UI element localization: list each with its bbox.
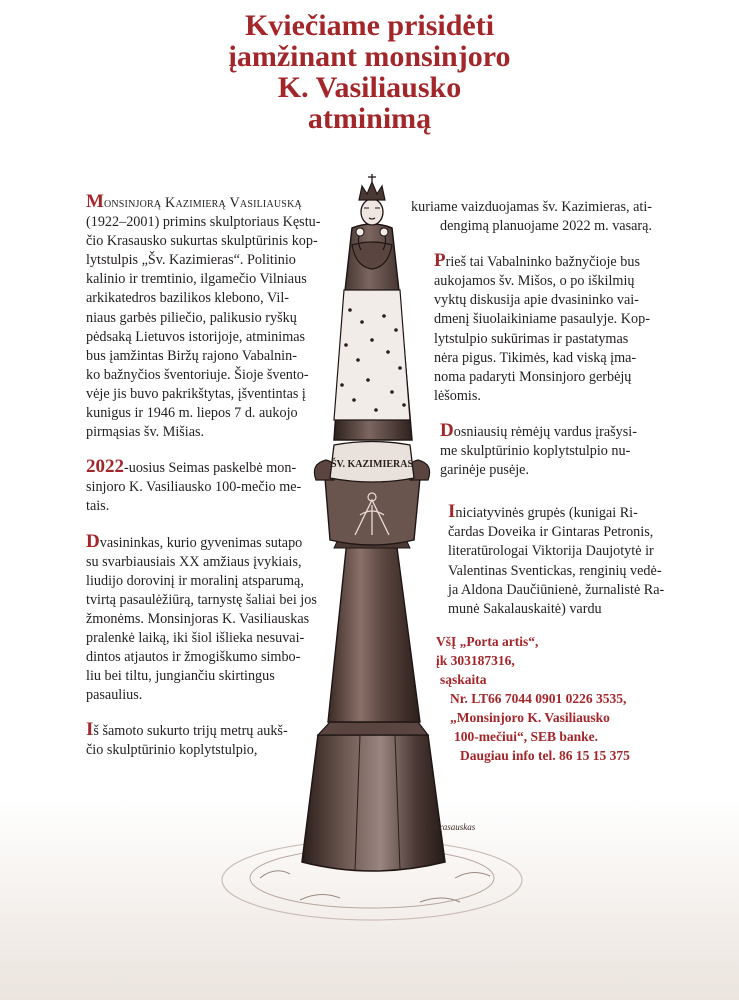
- p1-line-3: kalinio ir tremtinio, ilgamečio Vilniaus: [86, 271, 307, 288]
- p1-line-7: bus įamžintas Biržų rajono Vabalnin-: [86, 347, 297, 364]
- r3-line-0: niciatyvinės grupės (kunigai Ri-: [455, 505, 638, 522]
- r2-line-1: me skulptūrinio koplytstulpio nu-: [440, 443, 631, 460]
- r0-line-0: kuriame vaizduojamas šv. Kazimieras, ati-: [411, 199, 652, 215]
- p3-line-2: liudijo dorovinį ir moralinį atsparumą,: [86, 572, 304, 589]
- bank-line-6: 100-mečiui“, SEB banke.: [454, 729, 599, 744]
- r3-line-3: Valentinas Sventickas, renginių vedė-: [448, 562, 662, 579]
- p2-line-1: sinjoro K. Vasiliausko 100-mečio me-: [86, 479, 302, 496]
- lead-name: onsinjorą Kazimierą Vasiliauską: [103, 195, 302, 211]
- p1-lines: [86, 213, 321, 442]
- p4-line-0: š šamoto sukurto trijų metrų aukš-: [93, 723, 288, 740]
- r3-line-4: ja Aldona Daučiūnienė, žurnalistė Ra-: [448, 581, 665, 598]
- p1-line-4: arkikatedros bazilikos klebono, Vil-: [86, 290, 289, 307]
- p1-line-11: pirmąsias šv. Mišias.: [86, 424, 205, 441]
- paragraph-monsinjoras: [86, 191, 321, 442]
- right-column: [408, 198, 665, 634]
- title-line-2: įamžinant monsinjoro: [228, 40, 511, 73]
- p1-line-6: pėdsaką Lietuvos istorijoje, atminimas: [86, 328, 306, 345]
- bank-line-4: Nr. LT66 7044 0901 0226 3535,: [450, 691, 627, 706]
- title-line-1: Kviečiame prisidėti: [244, 9, 495, 42]
- paragraph-is-samoto: [86, 720, 314, 760]
- dropcap-i: I: [86, 719, 94, 741]
- r3-line-5: munė Sakalauskaitė) vardu: [448, 600, 602, 617]
- dropcap-d: D: [86, 530, 100, 552]
- r1-line-1: aukojamos šv. Mišos, o po iškilmių: [434, 273, 635, 290]
- p1-line-2: lytstulpis „Šv. Kazimieras“. Politinio: [86, 252, 296, 269]
- p2-line-0: -uosius Seimas paskelbė mon-: [124, 460, 297, 477]
- r1-line-2: vyktų diskusija apie dvasininko vai-: [434, 292, 639, 309]
- r1-line-0: rieš tai Vabalninko bažnyčioje bus: [445, 254, 640, 271]
- r2-line-0: osniausių rėmėjų vardus įrašysi-: [453, 423, 637, 440]
- r3-line-2: literatūrologai Viktorija Daujotytė ir: [448, 543, 654, 560]
- plaque-ring: [330, 442, 414, 483]
- paragraph-dosniausiu: [440, 421, 658, 480]
- p3-line-6: dintos atjautos ir žmogiškumo simbo-: [86, 649, 301, 666]
- r2-line-2: garinėje pusėje.: [440, 462, 530, 479]
- paragraph-2022: [86, 457, 314, 516]
- p1-line-8: ko bažnyčios šventoriuje. Šioje švento-: [86, 366, 309, 383]
- saint-figure: [334, 174, 412, 440]
- p1-line-0: (1922–2001) primins skulptoriaus Kęstu-: [86, 214, 321, 231]
- p1-line-9: vėje jis buvo pakrikštytas, įšventintas į: [86, 385, 306, 402]
- p3-line-8: pasaulius.: [86, 687, 143, 704]
- r1-line-6: noma padaryti Monsinjoro gerbėjų: [434, 368, 632, 385]
- bank-line-7: Daugiau info tel. 86 15 15 375: [460, 748, 630, 763]
- paragraph-dvasininkas: [86, 530, 317, 706]
- pedestal-base: [302, 722, 445, 871]
- p2-line-2: tais.: [86, 498, 110, 515]
- dropcap-d2: D: [440, 419, 454, 441]
- paragraph-pries-tai: [434, 251, 658, 406]
- dropcap-p: P: [434, 250, 446, 272]
- dropcap-m: M: [86, 191, 104, 212]
- artist-signature: K.Krasauskas: [425, 822, 476, 832]
- p1-line-10: kunigus ir 1946 m. liepos 7 d. aukojo: [86, 405, 298, 422]
- bank-line-2: įk 303187316,: [436, 653, 515, 668]
- p3-line-5: pralenkė laiką, iki šiol išlieka nesuvai-: [86, 629, 305, 646]
- p3-line-4: žmonėms. Monsinjoras K. Vasiliauskas: [86, 610, 310, 627]
- r0-line-1: dengimą planuojame 2022 m. vasarą.: [440, 218, 652, 235]
- paragraph-iniciatyvines: [448, 501, 665, 619]
- bank-line-1: VšĮ „Porta artis“,: [436, 634, 539, 649]
- dropcap-2022: 2022: [86, 456, 124, 478]
- title-line-4: atminimą: [307, 102, 432, 135]
- dropcap-i2: I: [448, 501, 456, 523]
- bank-line-5: „Monsinjoro K. Vasiliausko: [450, 710, 610, 725]
- bank-line-3: sąskaita: [440, 672, 487, 687]
- r1-line-5: nėra pigus. Tikimės, kad viską įma-: [434, 349, 637, 366]
- r1-line-3: dmenį šiuolaikiniame pasaulyje. Kop-: [434, 311, 650, 328]
- r1-line-7: lėšomis.: [434, 387, 481, 404]
- plaque-text: ŠV. KAZIMIERAS: [330, 459, 414, 470]
- p4-line-1: čio skulptūrinio koplytstulpio,: [86, 742, 258, 759]
- bank-details: [436, 632, 630, 765]
- p1-line-1: čio Krasausko sukurtas skulptūrinis kop-: [86, 233, 318, 250]
- p3-line-7: liu bei tiltu, jungiančiu skirtingus: [86, 668, 275, 685]
- p1-line-5: niaus garbės piliečio, palikusio ryškų: [86, 309, 297, 326]
- paragraph-kuriame: [408, 198, 658, 236]
- p3-line-1: su svarbiausiais XX amžiaus įvykiais,: [86, 553, 302, 570]
- r1-line-4: lytstulpio sukūrimas ir pastatymas: [434, 330, 629, 347]
- r3-line-1: čardas Doveika ir Gintaras Petronis,: [448, 524, 654, 541]
- left-column: [86, 191, 321, 776]
- p3-line-3: tvirtą pasaulėžiūrą, tarnystę šaliai bei jos: [86, 591, 317, 608]
- p3-line-0: vasininkas, kurio gyvenimas sutapo: [99, 534, 303, 551]
- title-line-3: K. Vasiliausko: [277, 71, 462, 104]
- column-shaft: [328, 535, 420, 722]
